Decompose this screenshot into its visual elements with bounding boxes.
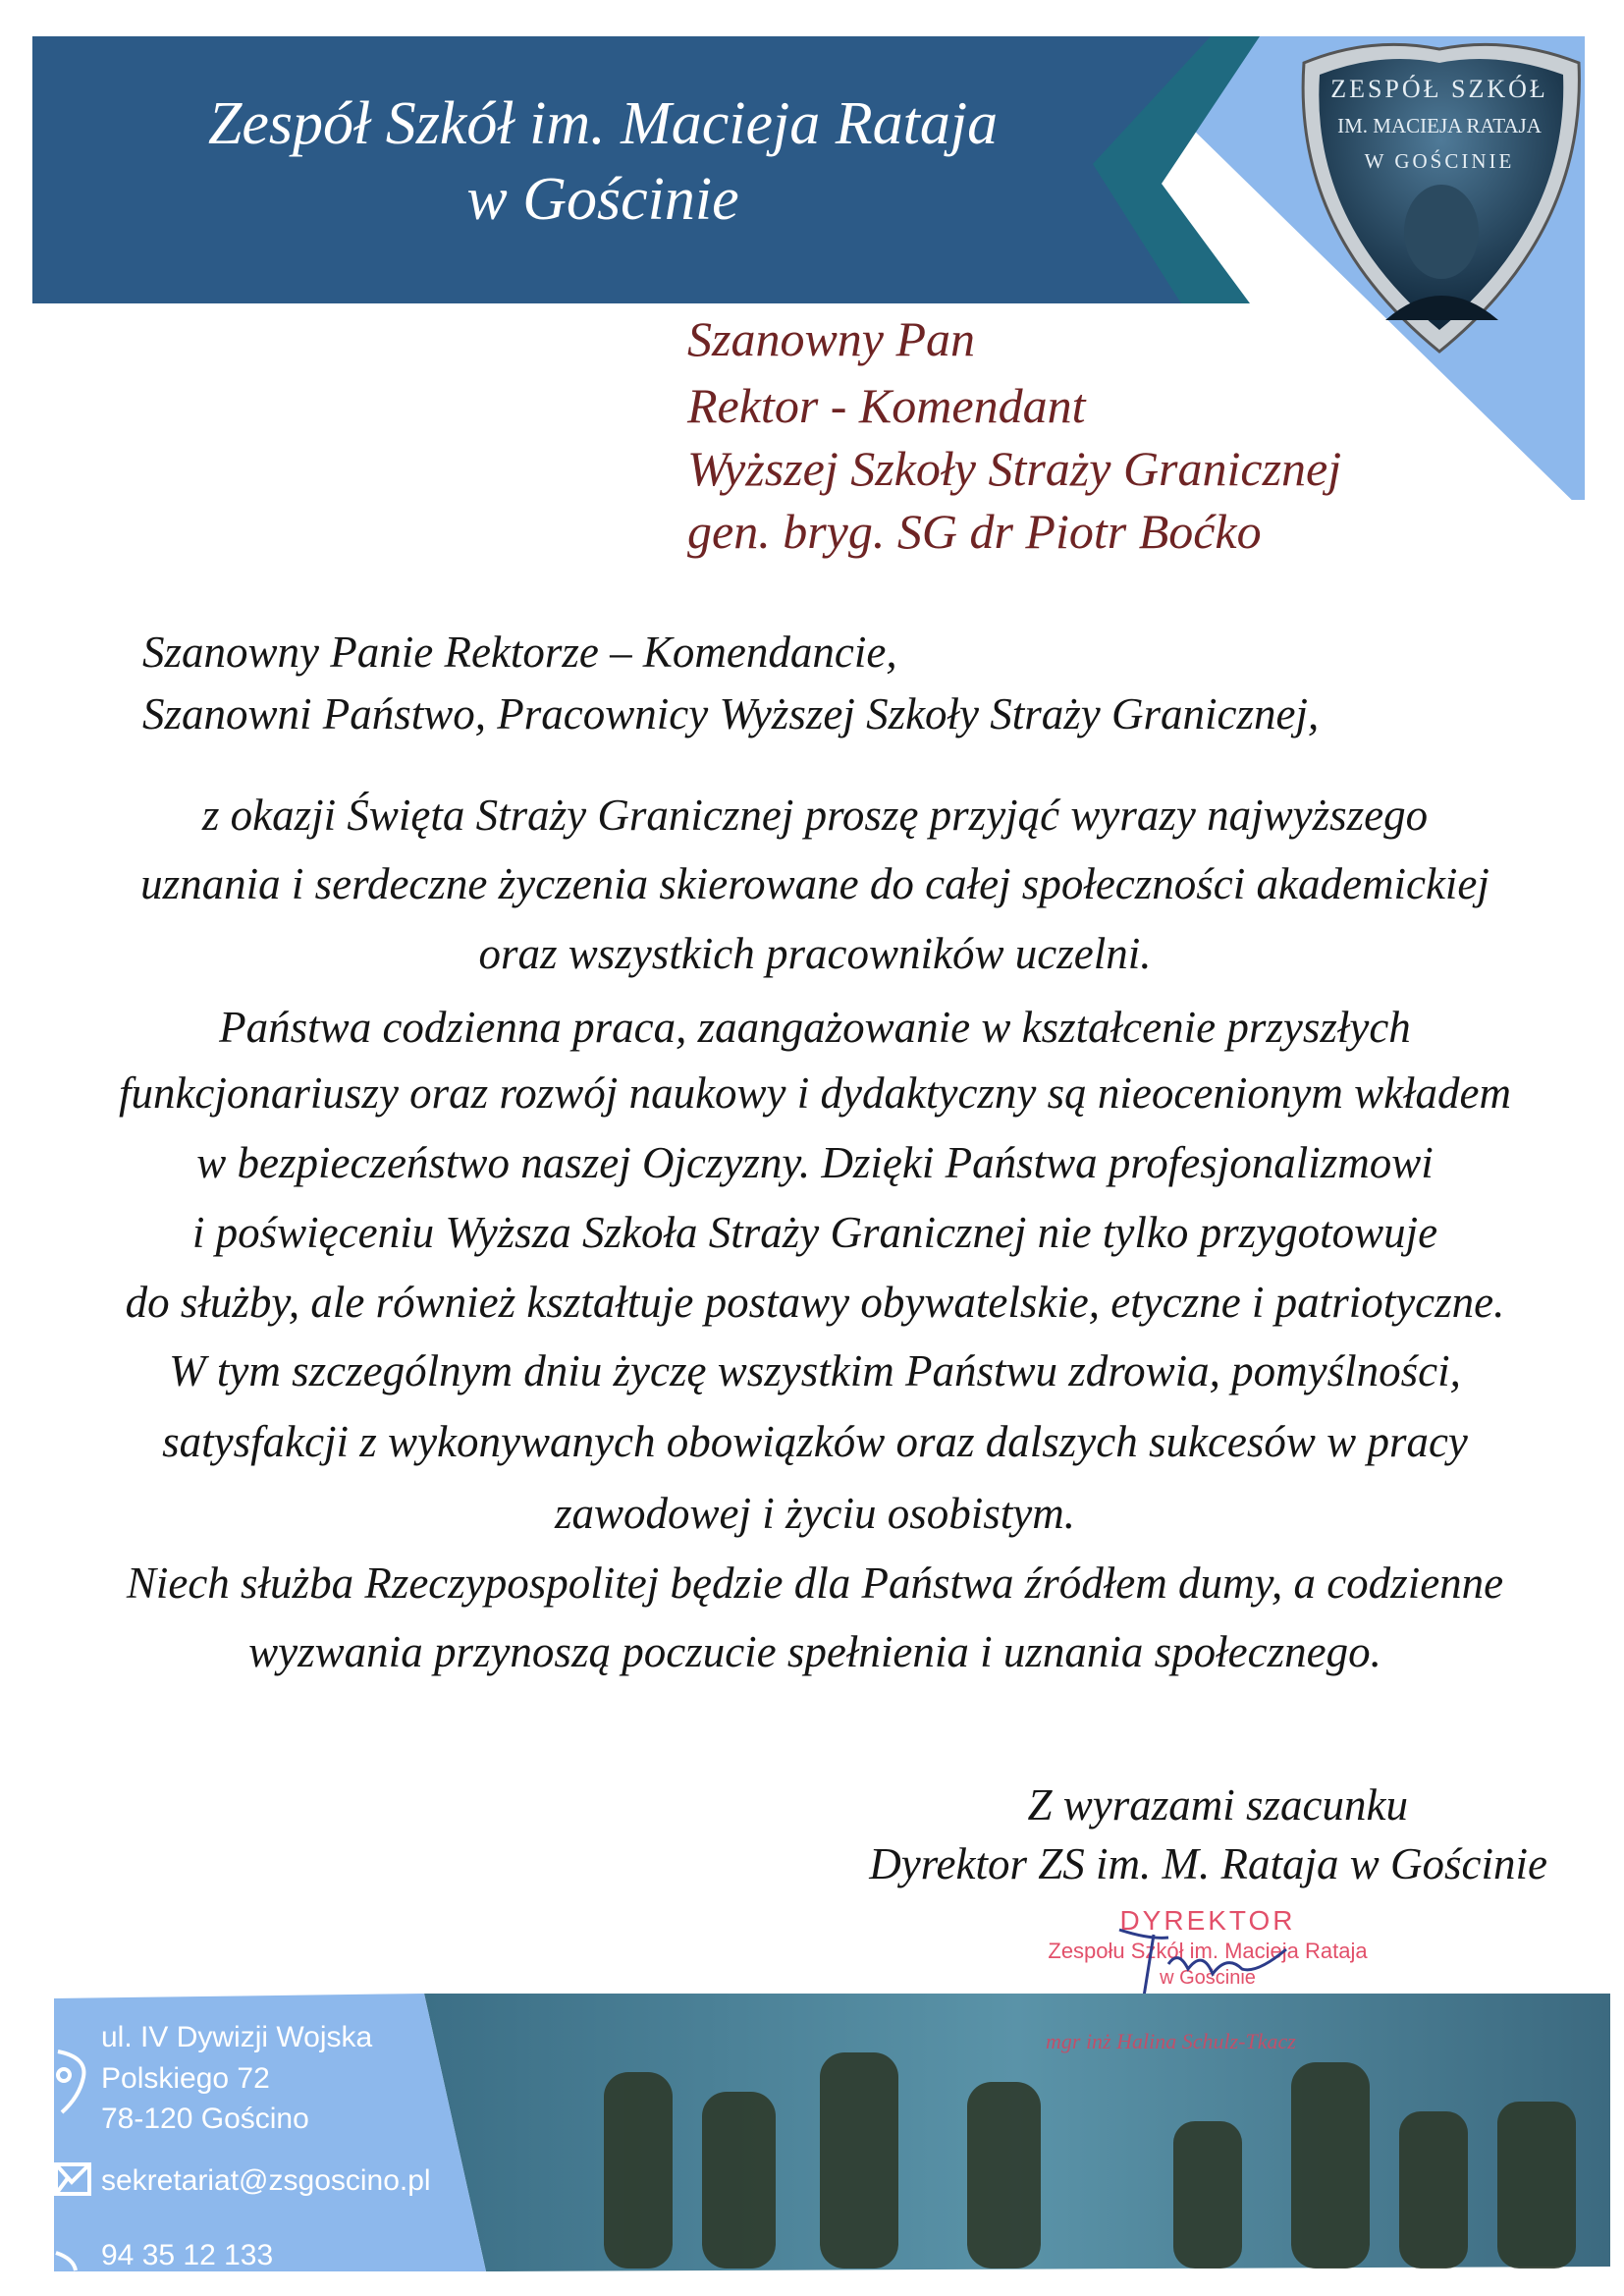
- body-line: zawodowej i życiu osobistym.: [555, 1489, 1075, 1538]
- closing-line2: Dyrektor ZS im. M. Rataja w Gościnie: [869, 1839, 1547, 1888]
- phone-number: 94 35 12 133: [101, 2239, 274, 2271]
- salutation-line: Szanowni Państwo, Pracownicy Wyższej Szkoły Straży Granicznej,: [142, 689, 1320, 738]
- stamp-name: mgr inż Halina Schulz-Tkacz: [1046, 2029, 1296, 2053]
- body-line: wyzwania przynoszą poczucie spełnienia i uznania społecznego.: [248, 1627, 1381, 1676]
- badge-text-line2: IM. MACIEJA RATAJA: [1337, 114, 1542, 137]
- closing-line1: Z wyrazami szacunku: [1027, 1780, 1408, 1830]
- address-line3: 78-120 Gościno: [101, 2103, 309, 2135]
- school-badge-logo: [1292, 35, 1587, 359]
- email-link[interactable]: sekretariat@zsgoscino.pl: [101, 2164, 431, 2197]
- recipient-line: gen. bryg. SG dr Piotr Boćko: [687, 504, 1262, 559]
- address-line2: Polskiego 72: [101, 2062, 270, 2095]
- body-line: satysfakcji z wykonywanych obowiązków oraz dalszych sukcesów w pracy: [162, 1417, 1468, 1466]
- stamp-title: DYREKTOR: [1119, 1905, 1296, 1936]
- handwritten-signature: [992, 1920, 1316, 1998]
- body-line: uznania i serdeczne życzenia skierowane do całej społeczności akademickiej: [140, 859, 1489, 908]
- body-line: w bezpieczeństwo naszej Ojczyzny. Dzięki Państwa profesjonalizmowi: [196, 1138, 1434, 1187]
- phone-icon: [54, 2251, 83, 2272]
- body-line: oraz wszystkich pracowników uczelni.: [478, 929, 1152, 978]
- header-title-line1: Zespół Szkół im. Macieja Rataja: [207, 90, 999, 157]
- body-line: W tym szczególnym dniu życzę wszystkim Państwu zdrowia, pomyślności,: [169, 1346, 1461, 1395]
- body-line: funkcjonariuszy oraz rozwój naukowy i dydaktyczny są nieocenionym wkładem: [118, 1068, 1512, 1118]
- envelope-icon: [54, 2160, 93, 2200]
- location-pin-icon: [54, 2048, 89, 2116]
- recipient-line: Szanowny Pan: [687, 311, 976, 366]
- body-line: do służby, ale również kształtuje postawy obywatelskie, etyczne i patriotyczne.: [125, 1278, 1505, 1327]
- badge-text-line3: W GOŚCINIE: [1364, 149, 1515, 173]
- address-line1: ul. IV Dywizji Wojska: [101, 2021, 373, 2053]
- body-line: Niech służba Rzeczypospolitej będzie dla Państwa źródłem dumy, a codzienne: [126, 1558, 1504, 1608]
- badge-text-line1: ZESPÓŁ SZKÓŁ: [1330, 75, 1548, 103]
- salutation-line: Szanowny Panie Rektorze – Komendancie,: [142, 628, 897, 677]
- header-title-line2: w Gościnie: [466, 166, 739, 233]
- stamp-line2: w Gościnie: [1160, 1967, 1256, 1989]
- recipient-line: Rektor - Komendant: [687, 378, 1086, 433]
- body-line: i poświęceniu Wyższa Szkoła Straży Granicznej nie tylko przygotowuje: [191, 1208, 1438, 1257]
- recipient-line: Wyższej Szkoły Straży Granicznej: [687, 441, 1342, 496]
- body-line: z okazji Święta Straży Granicznej proszę przyjąć wyrazy najwyższego: [201, 791, 1429, 840]
- stamp-line1: Zespołu Szkół im. Macieja Rataja: [1048, 1939, 1368, 1963]
- body-line: Państwa codzienna praca, zaangażowanie w kształcenie przyszłych: [219, 1003, 1411, 1052]
